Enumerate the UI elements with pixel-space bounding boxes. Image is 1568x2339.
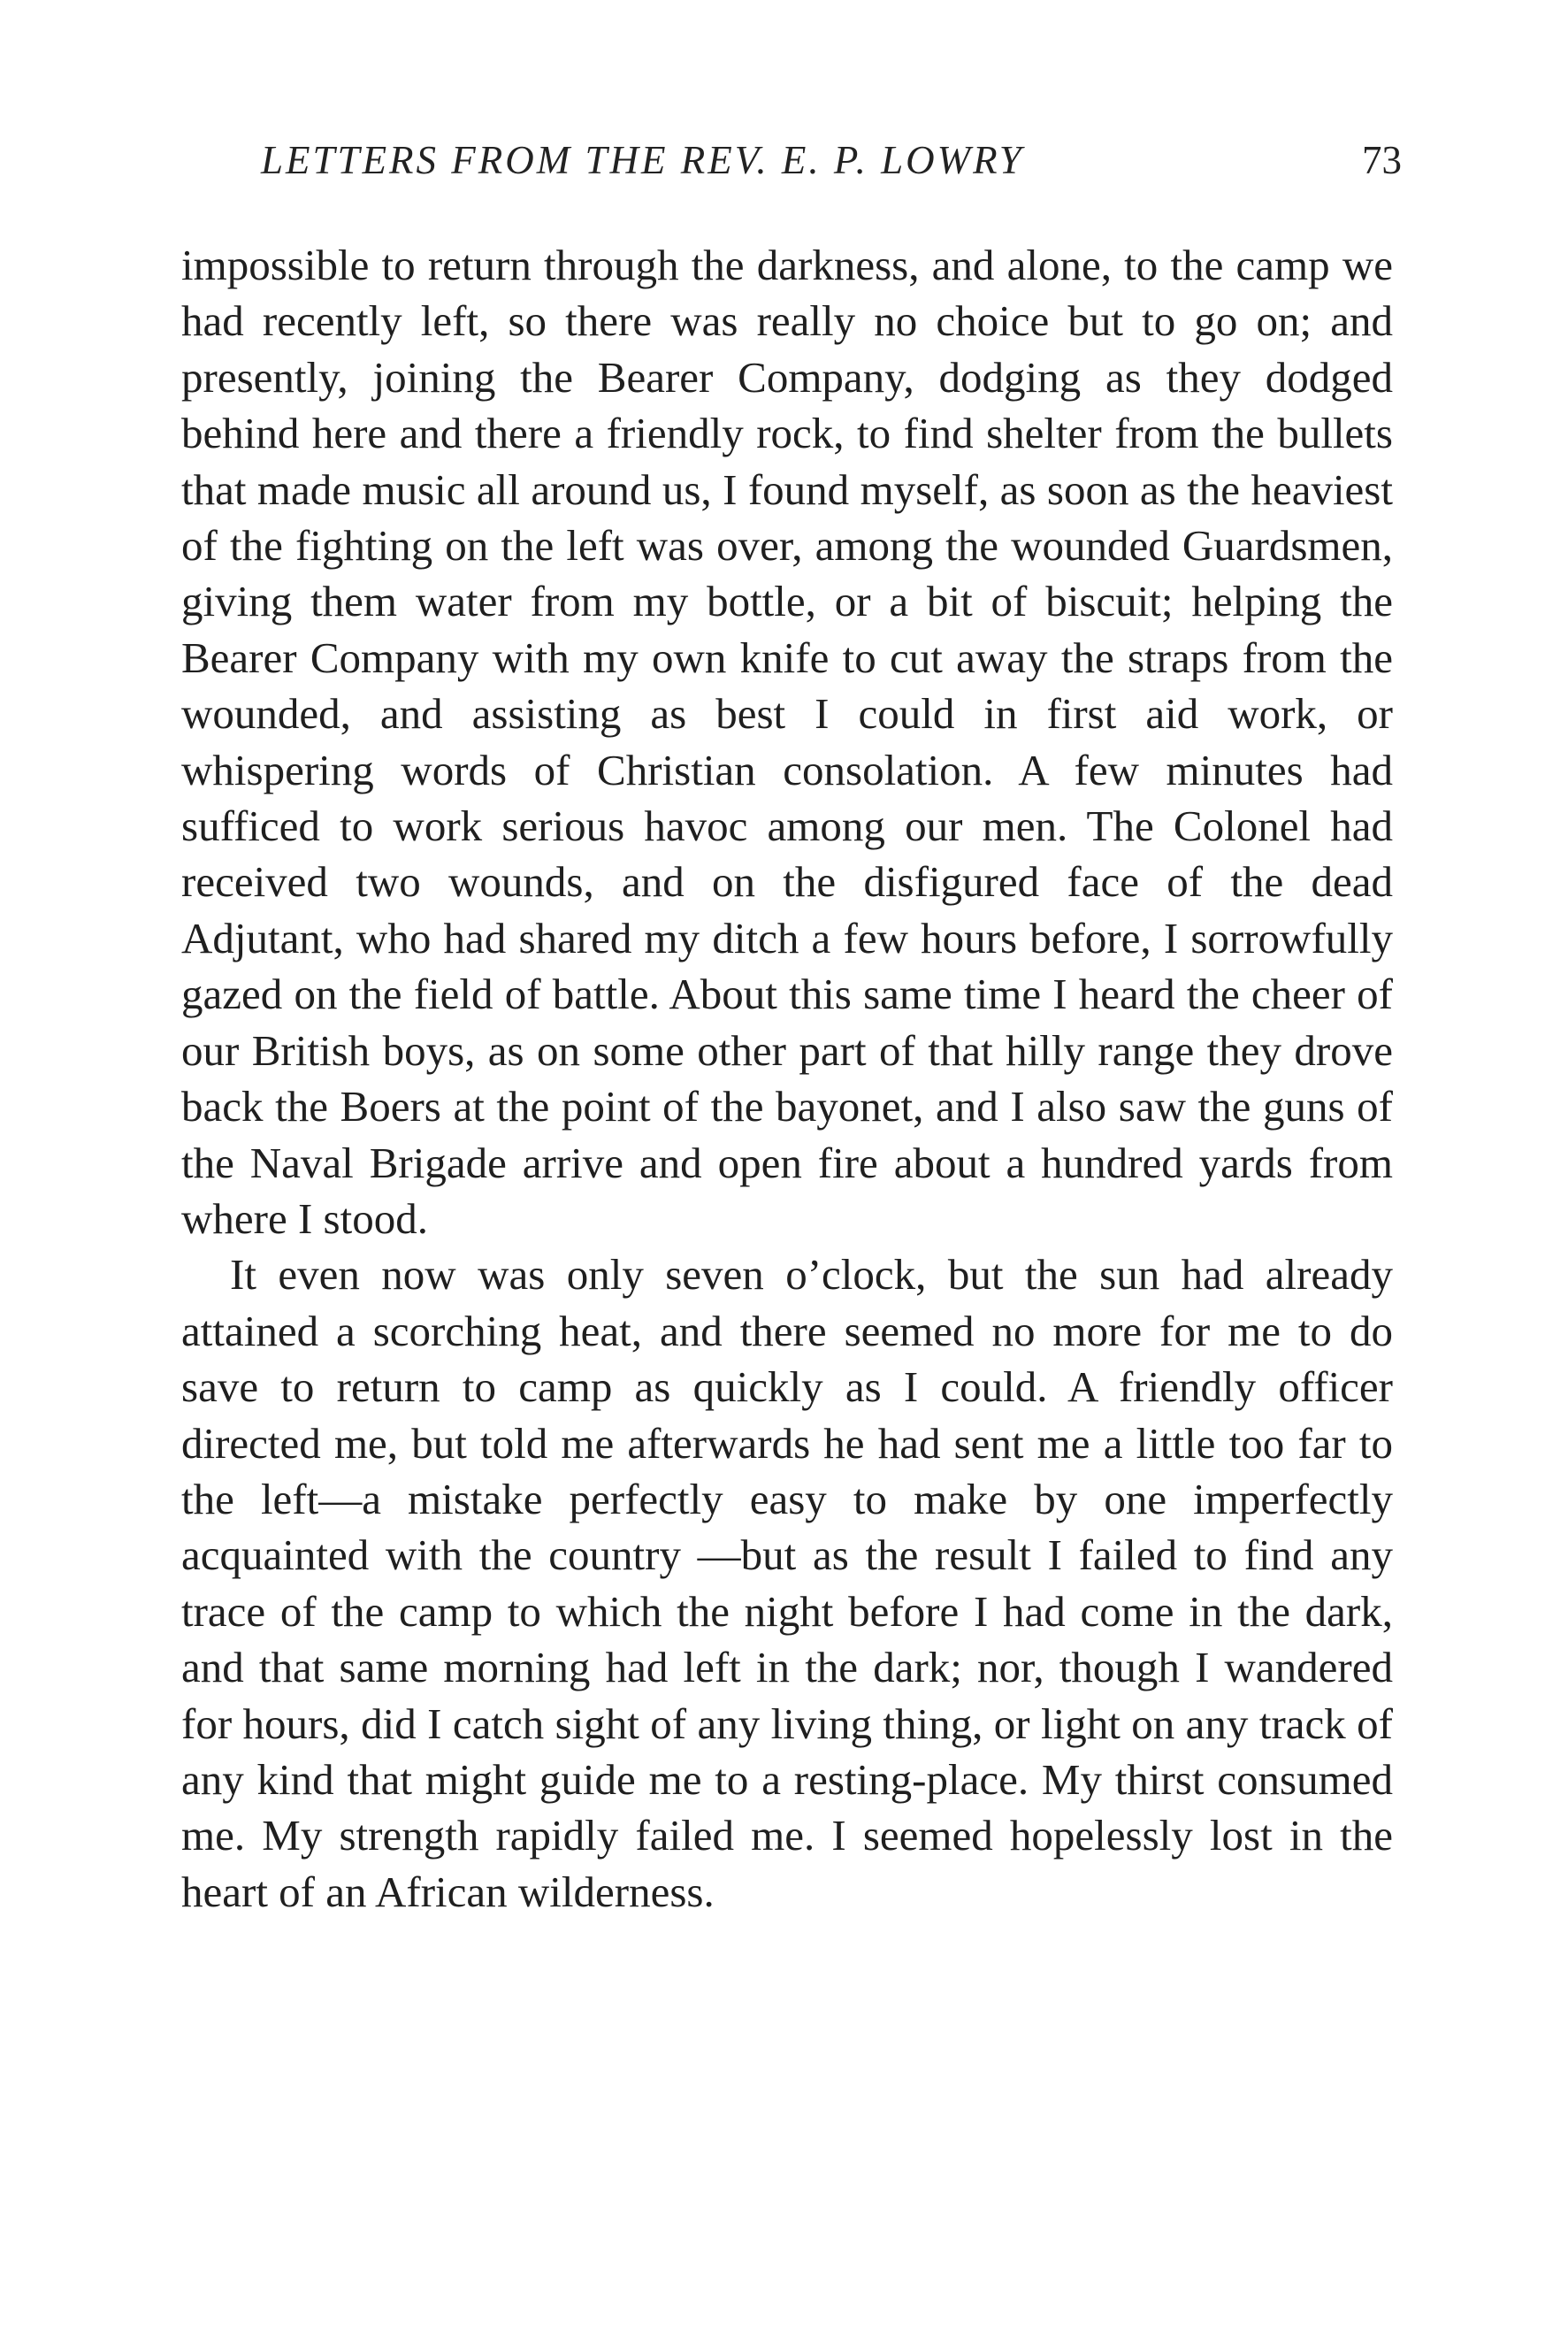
paragraph: It even now was only seven o’clock, but the sun had already attained a scorching heat, and there seemed no more for me to do save to return to camp as quickly as I could. A friendly officer directed me, but told me afterwards he had sent me a little too far to the left—a mistake perfectly easy to make by one imperfectly acquainted with the country —but as the result I failed to find any trace of the camp to which the night before I had come in the dark, and that same morning had left in the dark; nor, though I wandered for hours, did I catch sight of any living thing, or light on any track of any kind that might guide me to a resting-place. My thirst consumed me. My strength rapidly failed me. I seemed hopelessly lost in the heart of an African wilderness.: [181, 1250, 1393, 1916]
running-title: LETTERS FROM THE REV. E. P. LOWRY: [261, 138, 1024, 182]
paragraph-continued: impossible to return through the darkness, and alone, to the camp we had recently left, so there was really no choice but to go on; and presently, joining the Bearer Company, dodging as they dodged behind here and there a friendly rock, to find shelter from the bullets that made music all around us, I found myself, as soon as the heaviest of the fighting on the left was over, among the wounded Guardsmen, giving them water from my bottle, or a bit of biscuit; helping the Bearer Company with my own knife to cut away the straps from the wounded, and assisting as best I could in first aid work, or whispering words of Christian consolation. A few minutes had sufficed to work serious havoc among our men. The Colonel had received two wounds, and on the disfigured face of the dead Adjutant, who had shared my ditch a few hours before, I sorrowfully gazed on the field of battle. About this same time I heard the cheer of our British boys, as on some other part of that hilly range they drove back the Boers at the point of the bayonet, and I also saw the guns of the Naval Brigade arrive and open fire about a hundred yards from where I stood.: [181, 241, 1393, 1243]
page-header: [181, 137, 1402, 199]
body-text: [181, 237, 1393, 1920]
page-number: 73: [1362, 138, 1402, 182]
